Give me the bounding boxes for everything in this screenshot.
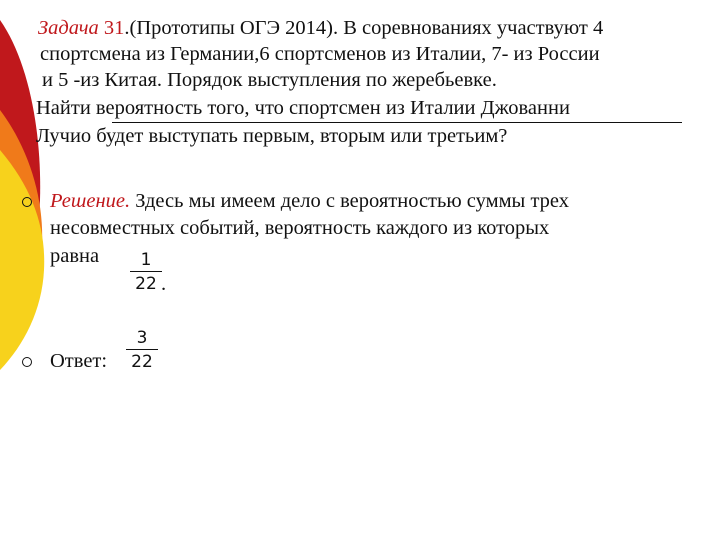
problem-line-2: спортсмена из Германии,6 спортсменов из Италии, 7- из России: [40, 43, 600, 65]
problem-line-1: [38, 16, 603, 40]
solution-line-3: равна: [50, 245, 100, 267]
answer-bullet-icon: [22, 357, 32, 367]
solution-line-2: несовместных событий, вероятность каждого из которых: [50, 217, 550, 239]
problem-line-4: Найти вероятность того, что спортсмен из Италии Джованни: [36, 97, 570, 119]
solution-bullet-icon: [22, 197, 32, 207]
problem-number: 31: [103, 17, 125, 39]
problem-line-5: Лучио будет выступать первым, вторым или третьим?: [36, 125, 508, 147]
solution-line-1-text: Здесь мы имеем дело с вероятностью суммы трех: [130, 190, 569, 212]
problem-label: Задача: [38, 17, 99, 39]
answer-fraction: [126, 328, 158, 372]
problem-line-3: и 5 -из Китая. Порядок выступления по жеребьевке.: [42, 69, 497, 91]
solution-denominator: 22: [135, 274, 157, 294]
solution-numerator: 1: [140, 250, 152, 270]
answer-denominator: 22: [131, 352, 153, 372]
problem-line-1-text: .(Прототипы ОГЭ 2014). В соревнованиях участвуют 4: [124, 17, 604, 39]
fraction-bar: [126, 349, 158, 350]
solution-label: Решение.: [50, 190, 131, 212]
answer-numerator: 3: [136, 328, 148, 348]
solution-line-1: [50, 189, 569, 213]
underline-rule: [112, 122, 682, 123]
solution-fraction: [130, 250, 162, 294]
answer-label: Ответ:: [50, 350, 108, 372]
fraction-bar: [130, 271, 162, 272]
solution-period: .: [161, 273, 167, 295]
